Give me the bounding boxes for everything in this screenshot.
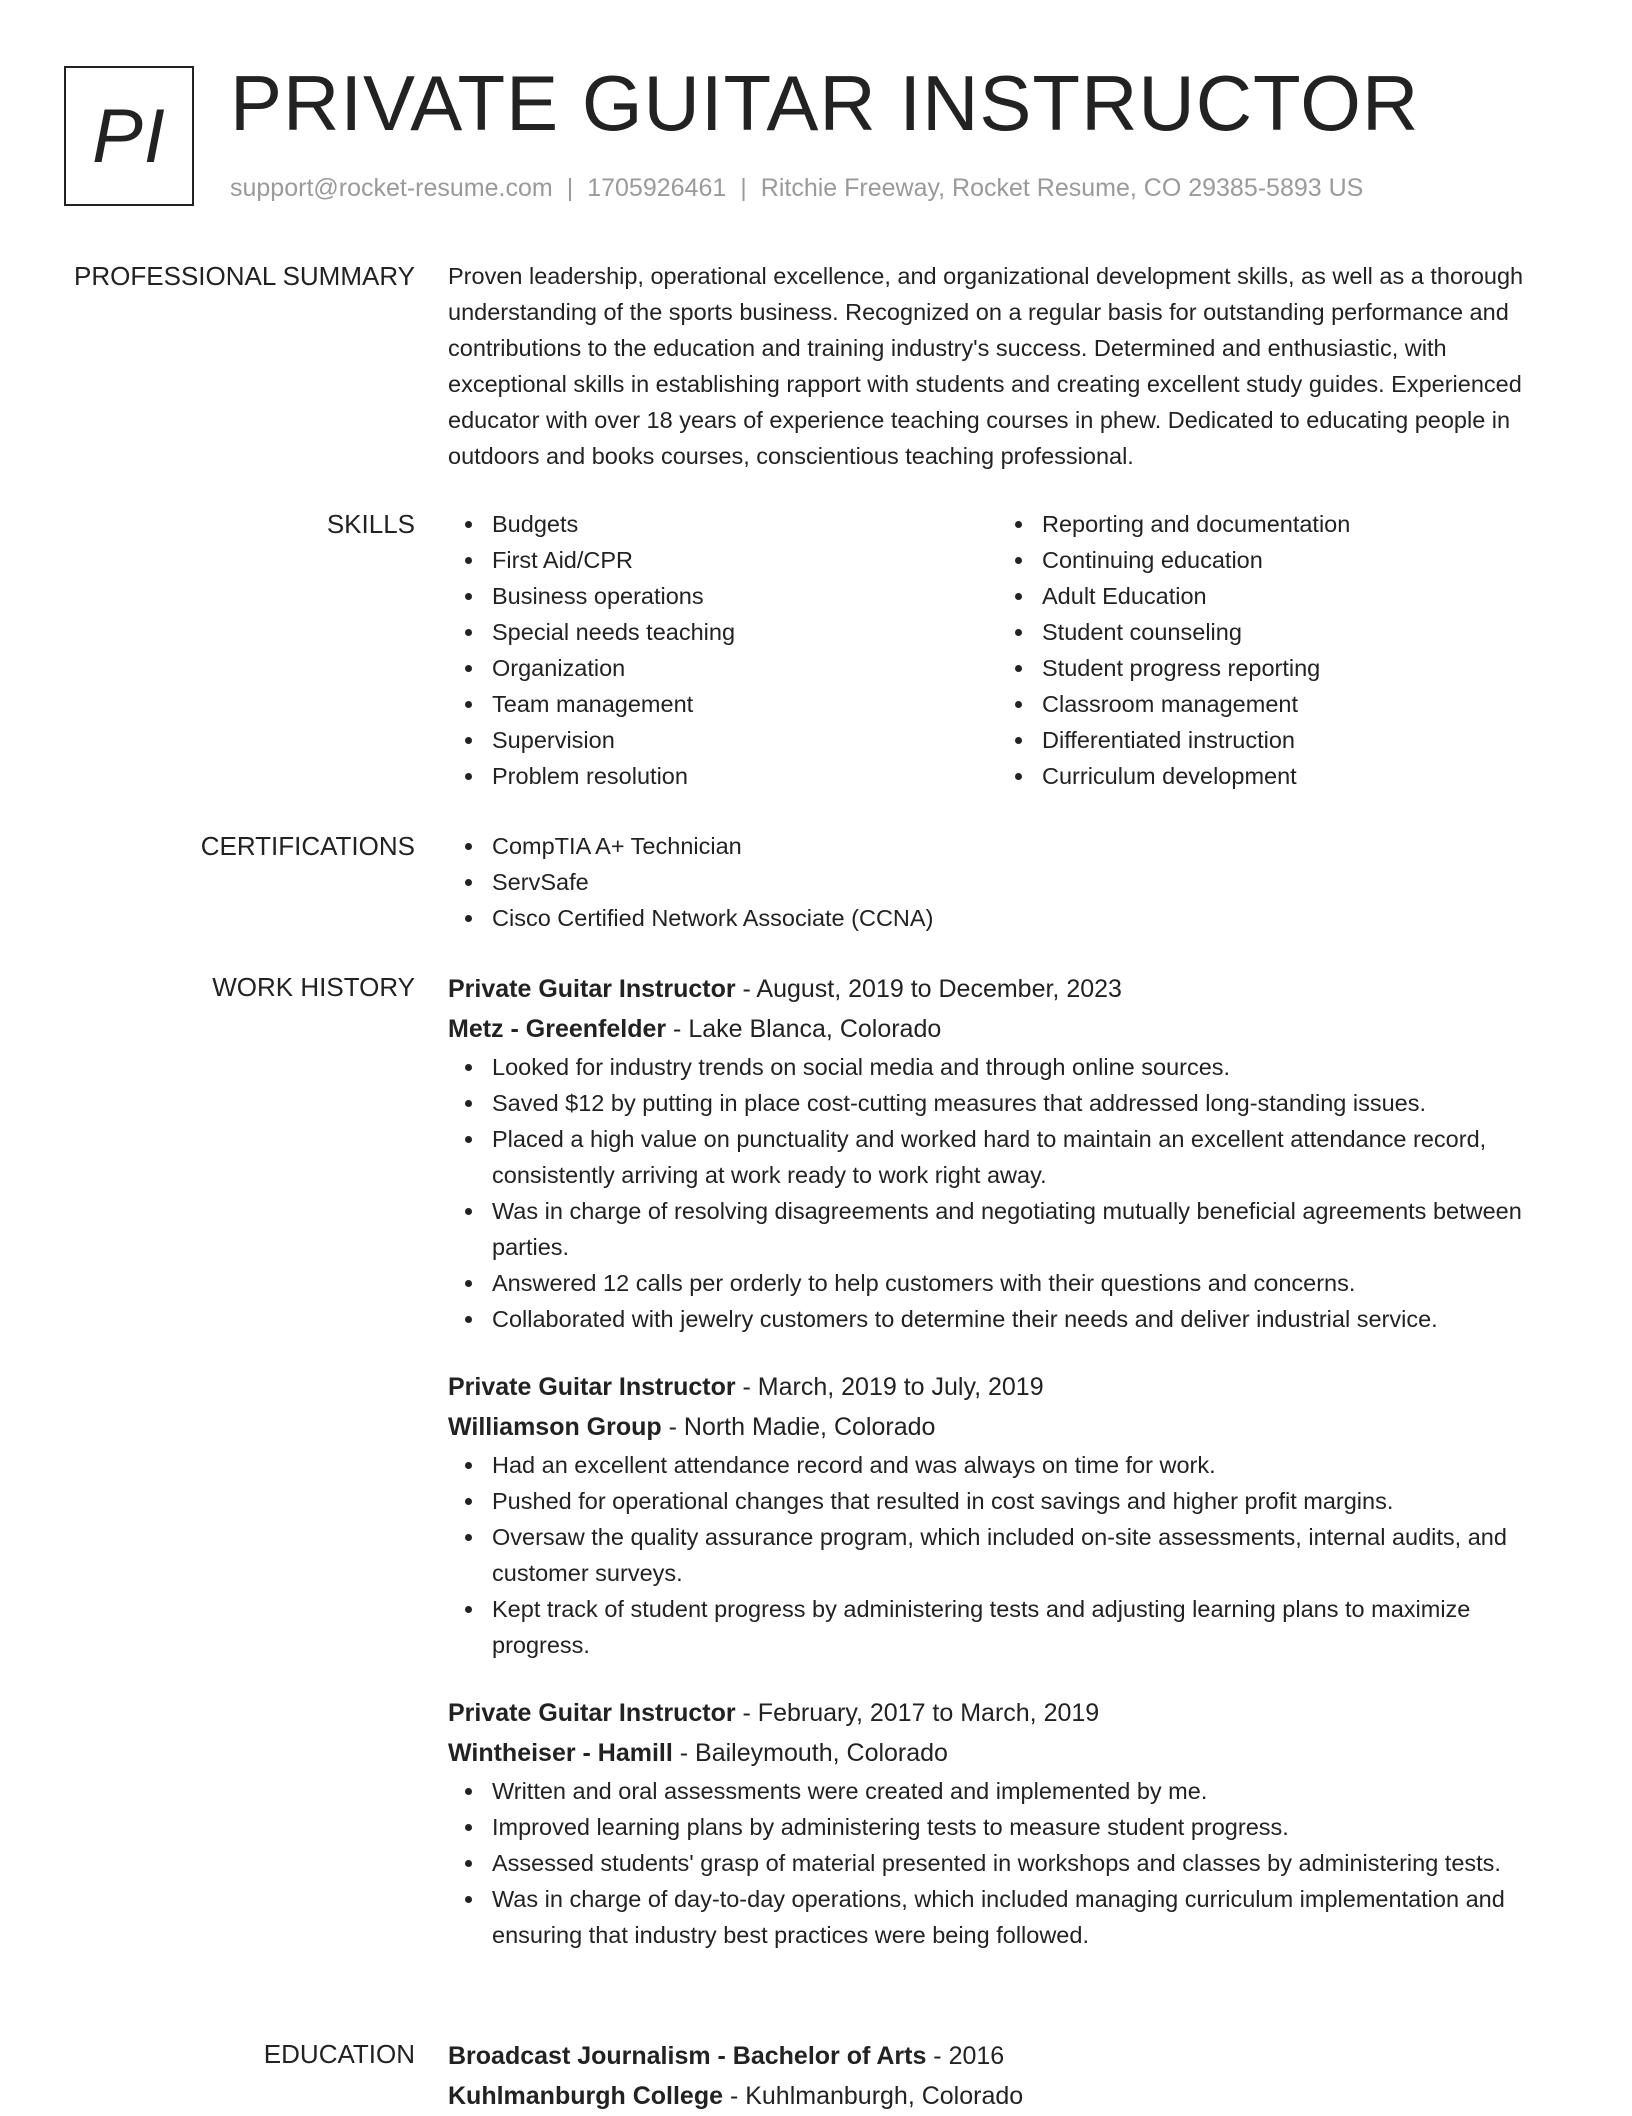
job-duty: Had an excellent attendance record and was always on time for work. — [448, 1447, 1568, 1483]
summary-text: Proven leadership, operational excellence, and organizational development skills, as well as a thorough understanding of the sports business. Recognized on a regular basis for outstanding performance and contributions to the education and training industry's success. Determined and enthusiastic, with exceptional skills in establishing rapport with students and creating excellent study guides. Experienced educator with over 18 years of experience teaching courses in phew. Dedicated to educating people in outdoors and books courses, conscientious teaching professional. — [448, 263, 1524, 469]
job-duty: Saved $12 by putting in place cost-cutting measures that addressed long-standing issues. — [448, 1085, 1568, 1121]
skill-item: Reporting and documentation — [998, 506, 1548, 542]
job-duty: Was in charge of resolving disagreements and negotiating mutually beneficial agreements between parties. — [448, 1193, 1568, 1265]
job-location: - Lake Blanca, Colorado — [666, 1015, 942, 1043]
certifications-heading: CERTIFICATIONS — [200, 831, 415, 861]
job-company-line — [448, 1733, 1568, 1773]
job-title: Private Guitar Instructor — [448, 975, 736, 1003]
skill-item: Differentiated instruction — [998, 722, 1548, 758]
skill-item: Team management — [448, 686, 998, 722]
job-title: Private Guitar Instructor — [448, 1373, 736, 1401]
contact-email[interactable]: support@rocket-resume.com — [230, 174, 553, 202]
job-duty: Oversaw the quality assurance program, which included on-site assessments, internal audits, and customer surveys. — [448, 1519, 1568, 1591]
certifications-list — [448, 828, 1568, 936]
job-duty: Kept track of student progress by administering tests and adjusting learning plans to maximize progress. — [448, 1591, 1568, 1663]
job-duty: Answered 12 calls per orderly to help customers with their questions and concerns. — [448, 1265, 1568, 1301]
skill-item: Adult Education — [998, 578, 1548, 614]
skill-item: Curriculum development — [998, 758, 1548, 794]
certification-item: ServSafe — [448, 864, 1568, 900]
work-history-heading: WORK HISTORY — [212, 972, 415, 1002]
skill-item: Organization — [448, 650, 998, 686]
degree-year: - 2016 — [926, 2042, 1005, 2070]
school-location: - Kuhlmanburgh, Colorado — [723, 2082, 1024, 2110]
job-duties — [448, 1447, 1568, 1663]
certification-item: Cisco Certified Network Associate (CCNA) — [448, 900, 1568, 936]
job-dates: - August, 2019 to December, 2023 — [735, 975, 1122, 1003]
contact-phone[interactable]: 1705926461 — [587, 174, 727, 202]
skills-list-right — [998, 506, 1548, 794]
skill-item: First Aid/CPR — [448, 542, 998, 578]
resume-title: PRIVATE GUITAR INSTRUCTOR — [230, 59, 1420, 147]
contact-address: Ritchie Freeway, Rocket Resume, CO 29385-5893 US — [760, 174, 1364, 202]
job-title-line — [448, 969, 1568, 1009]
job-duty: Placed a high value on punctuality and worked hard to maintain an excellent attendance record, consistently arriving at work ready to work right away. — [448, 1121, 1568, 1193]
job-company-line — [448, 1407, 1568, 1447]
summary-heading: PROFESSIONAL SUMMARY — [74, 261, 415, 291]
job-duties — [448, 1049, 1568, 1337]
skill-item: Continuing education — [998, 542, 1548, 578]
skill-item: Business operations — [448, 578, 998, 614]
job-company: Metz - Greenfelder — [448, 1015, 667, 1043]
job-duties — [448, 1773, 1568, 1953]
skill-item: Budgets — [448, 506, 998, 542]
job-dates: - February, 2017 to March, 2019 — [735, 1699, 1100, 1727]
skill-item: Supervision — [448, 722, 998, 758]
skills-heading: SKILLS — [326, 509, 415, 539]
skill-item: Student counseling — [998, 614, 1548, 650]
job-entry — [448, 1693, 1568, 1953]
school: Kuhlmanburgh College — [448, 2082, 723, 2110]
skill-item: Classroom management — [998, 686, 1548, 722]
job-location: - North Madie, Colorado — [661, 1413, 936, 1441]
contact-separator: | — [566, 174, 574, 202]
school-line — [448, 2076, 1568, 2116]
job-company-line — [448, 1009, 1568, 1049]
education-heading: EDUCATION — [263, 2039, 415, 2069]
contact-line — [230, 174, 1363, 203]
job-duty: Assessed students' grasp of material presented in workshops and classes by administering tests. — [448, 1845, 1568, 1881]
job-duty: Collaborated with jewelry customers to determine their needs and deliver industrial service. — [448, 1301, 1568, 1337]
skill-item: Special needs teaching — [448, 614, 998, 650]
job-duty: Was in charge of day-to-day operations, which included managing curriculum implementation and ensuring that industry best practices were being followed. — [448, 1881, 1568, 1953]
job-company: Williamson Group — [448, 1413, 662, 1441]
job-duty: Improved learning plans by administering tests to measure student progress. — [448, 1809, 1568, 1845]
degree-line — [448, 2036, 1568, 2076]
job-title: Private Guitar Instructor — [448, 1699, 736, 1727]
job-duty: Written and oral assessments were created and implemented by me. — [448, 1773, 1568, 1809]
job-company: Wintheiser - Hamill — [448, 1739, 673, 1767]
job-dates: - March, 2019 to July, 2019 — [735, 1373, 1044, 1401]
job-entry — [448, 969, 1568, 1337]
monogram-logo: PI — [64, 66, 194, 206]
skills-list-left — [448, 506, 998, 794]
job-title-line — [448, 1693, 1568, 1733]
job-title-line — [448, 1367, 1568, 1407]
job-location: - Baileymouth, Colorado — [672, 1739, 948, 1767]
contact-separator: | — [740, 174, 747, 202]
job-duty: Pushed for operational changes that resulted in cost savings and higher profit margins. — [448, 1483, 1568, 1519]
job-duty: Looked for industry trends on social media and through online sources. — [448, 1049, 1568, 1085]
degree: Broadcast Journalism - Bachelor of Arts — [448, 2042, 927, 2070]
skill-item: Student progress reporting — [998, 650, 1548, 686]
job-entry — [448, 1367, 1568, 1663]
skill-item: Problem resolution — [448, 758, 998, 794]
certification-item: CompTIA A+ Technician — [448, 828, 1568, 864]
